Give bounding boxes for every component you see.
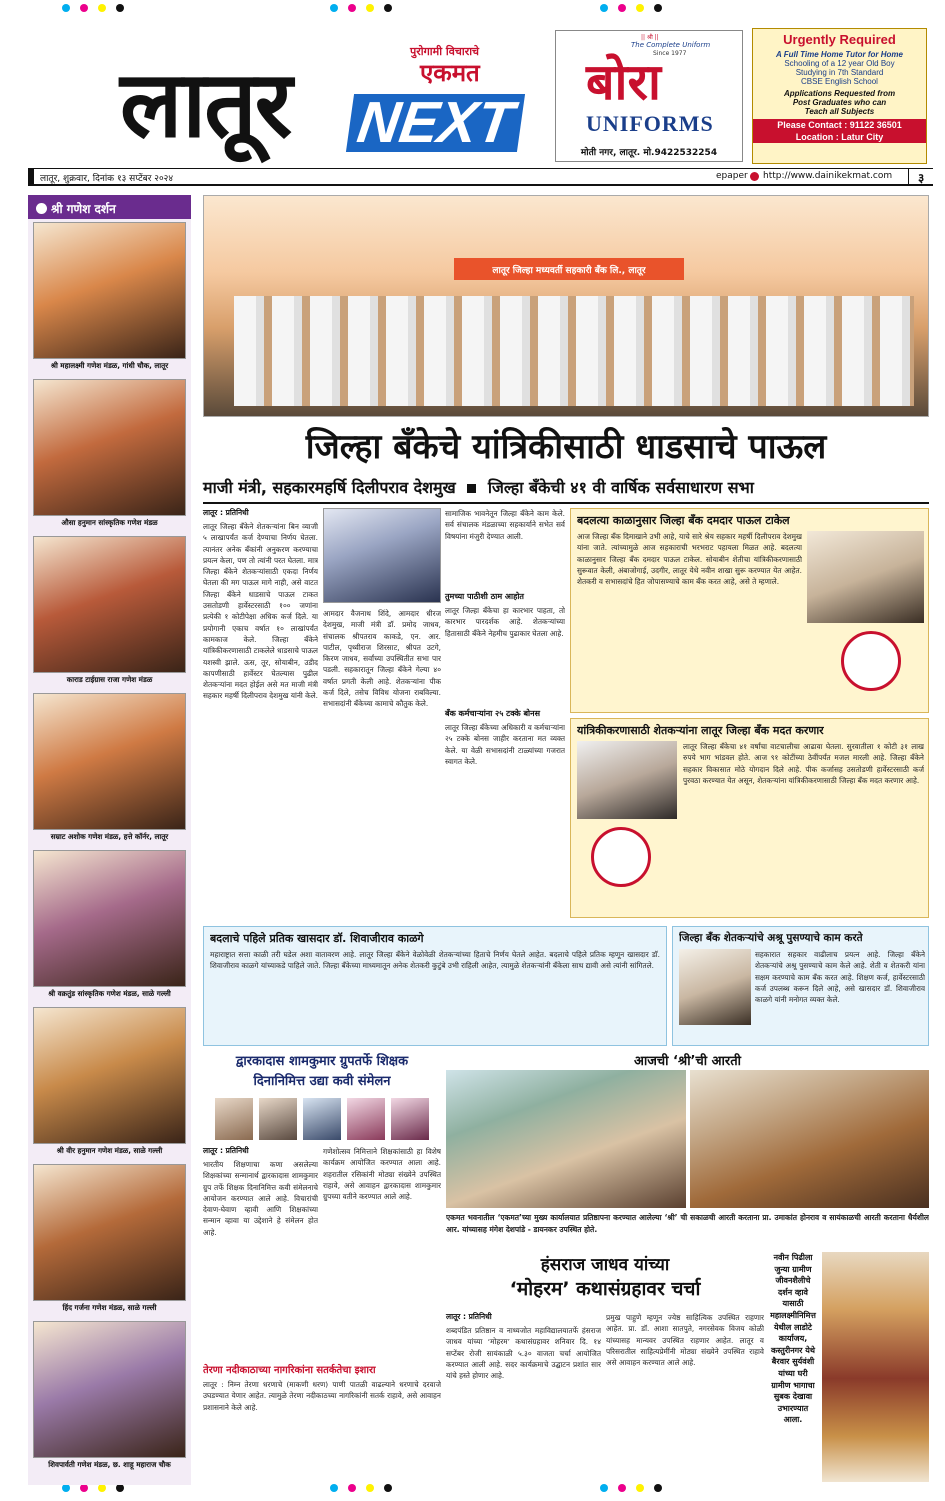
box-bank-strong-step-text: आज जिल्हा बँक दिमाखाने उभी आहे, याचे सारे श्रेय सहकार महर्षी दिलीपराव देशमुख यांना जाते. त्यांच्यामुळे आज सहकाराची भरभराट पहायला मिळत आहे. बदलत्या काळानुसार जिल्हा बँक दमदार पाऊल टाकेल. सोयाबीन शेतीचा यांत्रिकीकरणासाठी सुरूवात केली, अंबाजोगाई, उदगीर, लातूर येथे नवीन शाखा सुरू करण्यात येत आहेत. शेतकरी व सभासदांचे हित जोपासण्याचे काम बँक करत आहे, असे ते म्हणाले. [577,532,802,587]
page-divider [908,168,909,186]
sidebar-header [28,195,191,219]
lead-photo [203,195,929,417]
ganesh-idol-photo [33,850,186,987]
aarti-title: आजची ‘श्री’ची आरती [624,1051,751,1069]
lead-col3-subhead1: तुमच्या पाठीशी ठाम आहोत [445,592,524,601]
box-tears-title: जिल्हा बँक शेतकऱ्यांचे अश्रू पुसण्याचे काम करते [679,932,863,944]
ganesh-idol-caption: हिंद गर्जना गणेश मंडळ, साळे गल्ली [62,1303,157,1312]
ganesh-idol-photo [33,536,186,673]
tutor-ad-location: Location : Latur City [753,131,926,143]
poet-photo [259,1098,297,1140]
aarti-photo-1 [446,1070,686,1208]
lead-col3-subhead2: बँक कर्मचाऱ्यांना २५ टक्के बोनस [445,709,540,718]
masthead-tagline: पुरोगामी विचाराचे [410,45,480,58]
site-url[interactable]: http://www.dainikekmat.com [763,171,893,181]
aarti-title-bar [446,1050,929,1068]
registration-marks-bottom-right [600,1484,662,1492]
poets-col2-text: गणेशोत्सव निमित्ताने शिक्षकांसाठी हा विशेष कार्यक्रम आयोजित करण्यात आला आहे. शहरातील रसिकांनी मोठ्या संख्येने उपस्थित राहावे, असे आवाहन द्वारकादास शामकुमार ग्रुपच्या वतीने करण्यात आले आहे. [323,1147,441,1202]
hansraj-col1 [446,1312,601,1482]
lead-col3-text-a: सामाजिक भावनेतून जिल्हा बँकेने काम केले. सर्व संचालक मंडळाच्या सहकार्याने सभेत सर्व विषयांना मंजुरी देण्यात आली. [445,509,565,541]
lead-col3 [445,508,565,968]
hansraj-headline-line2: ‘मोहरम’ कथासंग्रहावर चर्चा [509,1278,701,1300]
bank-logo-icon [841,631,901,691]
tutor-ad-line5: Applications Requested from [783,89,896,98]
tutor-ad-heading: Urgently Required [783,32,896,47]
masthead-next: NEXT [346,94,525,152]
lead-col3-text-c: लातूर जिल्हा बँकेच्या अधिकारी व कर्मचाऱ्यांना २५ टक्के बोनस जाहीर करताना मत व्यक्त केले. या वेळी सभासदांनी टाळ्यांच्या गजरात स्वागत केले. [445,723,565,766]
ad-bora-tag: The Complete Uniform [631,41,711,49]
poet-photo [347,1098,385,1140]
tutor-ad[interactable] [752,28,927,164]
lead-headline: जिल्हा बँकेचे यांत्रिकीसाठी धाडसाचे पाऊल [305,427,827,467]
box-first-symbol [203,926,667,1046]
aarti-photo-2 [690,1070,929,1208]
tutor-ad-line7: Teach all Subjects [804,107,875,116]
box-tears-text: सहकारात सहकार वाढीलाच प्रयत्न आहे. जिल्हा बँकेने शेतकऱ्यांचे अश्रू पुसण्याचे काम केले आहे. शेती व शेतकरी यांना सक्षम करण्याचे काम बँक करत आहे. शिक्षण कर्ज, हार्वेस्टरसाठी कर्ज उपलब्ध करून दिले आहे, असे खासदार डॉ. शिवाजीराव काळगे यांनी मनोगत व्यक्त केले. [755,950,925,1005]
ad-bora-name: बोरा [586,52,661,111]
lead-sub-left: माजी मंत्री, सहकारमहर्षि दिलीपराव देशमुख [203,478,456,497]
tutor-ad-line4: CBSE English School [801,77,878,86]
tutor-ad-line3: Studying in 7th Standard [795,68,884,77]
bora-uniforms-ad[interactable] [555,30,743,162]
hansraj-headline-line1: हंसराज जाधव यांच्या [540,1255,670,1275]
lead-col1-text: लातूर जिल्हा बँकेने शेतकऱ्यांना बिन व्याजी ५ लाखापर्यंत कर्ज देण्याचा निर्णय घेतला. त्यानंतर अनेक बँकांनी अनुकरण करण्याचा प्रयत्न केला, पण तो त्यांनी परत घेतला. मात्र जिल्हा बँकेने शेतकऱ्यांसाठी एकदा निर्णय घेतला की मग पाऊल मागे नाही, असे वाटत जिल्हा बँकेने धाडसाचे पाऊल टाकत उसतोडणी हार्वेस्टरसाठी १०० जणांना प्रत्येकी १ कोटीपेक्षा अधिक कर्ज दिले. या प्रयोगानी एकाच वर्षात १० लाखांपर्यंत कामकाज केले. जिल्हा बँकेने यांत्रिकीकरणासाठी टाकलेले धाडसाचे पाऊल यशस्वी झाले. ऊस, तूर, सोयाबीन, उडीद कापणीसाठी हार्वेस्टर घेतल्यास पुढील शेतकऱ्यांना मदत होईल असे मत माजी मंत्री सहकार महर्षी दिलीपराव देशमुख यांनी केले. [203,522,318,701]
lead-subheadline [203,476,929,502]
ganesh-idol-photo [33,222,186,359]
ganesh-icon [36,203,47,214]
terna-warning [203,1362,441,1482]
bank-logo-icon-2 [591,827,651,887]
lead-col1 [203,508,318,968]
poets-photos [203,1098,441,1140]
dateline-text: लातूर, शुक्रवार, दिनांक १३ सप्टेंबर २०२४ [40,174,174,184]
ganesh-idol-photo [33,1321,186,1458]
tutor-ad-contact: Please Contact : 91122 36501 [753,119,926,131]
ganesh-idol-caption: श्री महालक्ष्मी गणेश मंडळ, गांधी चौक, लातूर [50,361,169,370]
page-number: ३ [918,171,925,185]
terna-title: तेरणा नदीकाठाच्या नागरिकांना सतर्कतेचा इशारा [203,1365,376,1376]
box-bank-strong-step-title: बदलत्या काळानुसार जिल्हा बँक दमदार पाऊल टाकेल [577,514,790,527]
lead-col3-text-b: लातूर जिल्हा बँकेचा हा कारभार पाहता, तो कारभार पारदर्शक आहे. शेतकऱ्यांच्या हितासाठी बँकेने नेहमीच पुढाकार घेतला आहे. [445,606,565,638]
lead-byline: लातूर : प्रतिनिधी [203,508,249,517]
poet-photo [215,1098,253,1140]
masthead-brand: एकमत [420,58,480,87]
registration-marks-bottom-left [62,1484,124,1492]
box-mechanization [570,718,929,918]
hansraj-col2-text: प्रमुख पाहुणे म्हणून ज्येष्ठ साहित्यिक उपस्थित राहणार आहेत. प्रा. डॉ. आशा सातपुते, नगरसेवक विजय कोळी यांच्यासह मान्यवर उपस्थित राहणार आहेत. लातूर व परिसरातील साहित्यप्रेमींनी मोठ्या संख्येने उपस्थित राहावे असे आवाहन करण्यात आले आहे. [606,1313,764,1368]
ganesh-idol-photo [33,693,186,830]
lead-photo-people [234,296,914,406]
registration-marks-top-mid [330,4,392,12]
dateline-bar [28,168,933,186]
headline-rule [203,502,929,504]
masthead-title: लातूर [120,50,291,158]
lead-col2-text: आमदार वैजनाथ शिंदे, आमदार धीरज देशमुख, माजी मंत्री डॉ. प्रमोद जाधव, संचालक श्रीपतराव काकडे, एन. आर. पाटील, पृथ्वीराज शिरसाट, श्रीपत उटगे, किरण जाधव, सर्वांच्या उपस्थितीत सभा पार पडली. सहकारातून जिल्हा बँकेने गेल्या ४० वर्षात प्रगती केली आहे. शेतकऱ्यांना पीक कर्ज दिले, तसेच विविध योजना राबविल्या. सभासदांनी बँकेच्या कामाचे कौतुक केले. [323,609,441,709]
poets-col1-text: भारतीय शिक्षणाचा कणा असलेल्या शिक्षकांच्या सन्मानार्थ द्वारकादास शामकुमार ग्रुप तर्फे शिक्षक दिनानिमित्त कवी संमेलनाचे आयोजन करण्यात आले आहे. विचारांची देवाण-घेवाण व्हावी आणि शिक्षकांच्या सन्मान व्हावा या उद्देशाने हे संमेलन होत आहे. [203,1160,318,1237]
globe-icon [750,172,759,181]
hansraj-byline: लातूर : प्रतिनिधी [446,1312,492,1321]
ad-bora-sub: UNIFORMS [586,111,714,136]
ganesh-idol-caption: श्री वीर हनुमान गणेश मंडळ, साळे गल्ली [56,1146,163,1155]
box-tears [672,926,929,1046]
registration-marks-top-left [62,4,124,12]
lead-sub-right: जिल्हा बँकेची ४१ वी वार्षिक सर्वसाधारण सभा [487,478,754,497]
poets-col1 [203,1146,318,1358]
tutor-ad-line2: Schooling of a 12 year Old Boy [784,59,895,68]
box-mechanization-title: यांत्रिकीकरणासाठी शेतकऱ्यांना लातूर जिल्हा बँक मदत करणार [577,724,824,737]
hansraj-col1-text: शब्दपंडित प्रतिष्ठान व नाथ्यजोत महाविद्यालयातर्फे हंसराज जाधव यांच्या ‘मोहरम’ कथासंग्रहावर शनिवार दि. १४ सप्टेंबर रोजी सायंकाळी ५.३० वाजता चर्चा आयोजित करण्यात आली आहे. सदर कार्यक्रमाचे उद्घाटन प्रशांत सार यांचे हस्ते होणार आहे. [446,1326,601,1381]
ganesh-idol-caption: सम्राट अशोक गणेश मंडळ, हत्ते कॉर्नर, लातूर [50,832,169,841]
ad-bora-address: मोती नगर, लातूर. मो.9422532254 [580,148,718,158]
registration-marks-bottom-mid [330,1484,392,1492]
box-bank-strong-step [570,508,929,713]
ganesh-idol-caption: काराड टाईग्रास राजा गणेश मंडळ [66,675,153,684]
poets-headline-line2: दिनानिमित्त उद्या कवी संमेलन [253,1074,391,1089]
poets-headline-line1: द्वारकादास शामकुमार ग्रुपतर्फे शिक्षक [235,1054,409,1069]
rural-decoration-photo [822,1252,929,1482]
box-mechanization-text: लातूर जिल्हा बँकेचा ४१ वर्षांचा वाटचालीचा आढावा घेतला. सुरवातीला १ कोटी ३१ लाख रुपये भाग भांडवल होते. आज ९१ कोटींच्या ठेवींपर्यंत मजल मारली आहे. जिल्हा बँकेने सहकार विकासात मोठे योगदान दिले आहे. पीक कर्जासह उसतोडणी हार्वेस्टरसाठी कर्ज पुरवठा करण्यात येत असून, शेतकऱ्यांना यांत्रिकीकरणासाठी जिल्हा बँक मदत करणार आहे. [683,742,924,785]
lead-photo-banner: लातूर जिल्हा मध्यवर्ती सहकारी बँक लि., लातूर [454,258,684,280]
ganesh-idol-photo [33,1007,186,1144]
box1-photo [807,531,924,623]
sidebar-title: श्री गणेश दर्शन [51,202,116,216]
masthead [120,40,540,160]
aarti-caption: एकमत भवनातील ‘एकमत’च्या मुख्य कार्यालयात प्रतिष्ठापना करण्यात आलेल्या ‘श्री’ ची सकाळची आरती करताना प्रा. उमाकांत होनराव व सायंकाळची आरती करताना धैर्यशील आर. यांच्यासह मंगेश देशपांडे - डायनकर उपस्थित होते. [446,1213,929,1234]
ad-bora-since: Since 1977 [653,50,687,57]
box-tears-photo [679,949,751,1025]
epaper-label: epaper [716,171,748,181]
ganesh-idol-caption: श्री वक्रतुंड सांस्कृतिक गणेश मंडळ, साळे गल्ली [48,989,171,998]
terna-text: लातूर : निम्न तेरणा धरणाचे (माकणी धरण) पाणी पातळी वाढल्याने धरणाचे दरवाजे उघडण्यात येणार आहेत. त्यामुळे तेरणा नदीकाठच्या नागरिकांनी सतर्क राहावे, असे आवाहन प्रशासनाने केले आहे. [203,1380,441,1412]
ganesh-idol-photo [33,1164,186,1301]
box-first-symbol-title: बदलाचे पहिले प्रतिक खासदार डॉ. शिवाजीराव काळगे [210,932,424,945]
ganesh-idol-photo [33,379,186,516]
box2-photo [577,741,677,819]
rural-decoration-text: नवीन पिढीला जुन्या ग्रामीण जीवनशैलीचे दर्शन व्हावे यासाठी महालक्ष्मीनिमित्त येथील लाडोटे कार्याजय, कस्तुरीनगर येथे बैरवार सुर्यवंशी यांच्या घरी ग्रामीण भागाचा सुबक देखावा उभारण्यात आला. [770,1253,816,1425]
tutor-ad-line6: Post Graduates who can [792,98,887,107]
ganesh-idol-caption: औसा हनुमान सांस्कृतिक गणेश मंडळ [61,518,158,527]
speaker-photo [323,508,441,603]
poets-byline: लातूर : प्रतिनिधी [203,1146,249,1155]
registration-marks-top-right [600,4,662,12]
ganesh-idol-caption: शिवपार्वती गणेश मंडळ, छ. शाहू महाराज चौक [48,1460,171,1469]
tutor-ad-line1: A Full Time Home Tutor for Home [776,50,903,59]
ad-bora-top: || श्री || [641,34,659,41]
square-bullet-icon [467,484,476,493]
poet-photo [303,1098,341,1140]
dateline-marker [28,169,34,185]
poet-photo [391,1098,429,1140]
hansraj-headline [446,1252,764,1308]
box-first-symbol-text: महाराष्ट्रात सत्ता काळी तरी घडेल अशा वातावरण आहे. लातूर जिल्हा बँकेने वेळोवेळी शेतकऱ्यांच्या हिताचे निर्णय घेतले आहेत. बदलाचे पहिले प्रतिक म्हणून खासदार डॉ. शिवाजीराव काळगे यांच्याकडे पाहिले जाते. जिल्हा बँकेच्या माध्यमातून अनेक शेतकरी कुटुंबे उभी राहिली आहेत, त्यामुळे शेतकऱ्यांनी बँकेला साथ द्यावी असे त्यांनी सांगितले. [210,950,660,971]
poets-headline [203,1052,441,1098]
